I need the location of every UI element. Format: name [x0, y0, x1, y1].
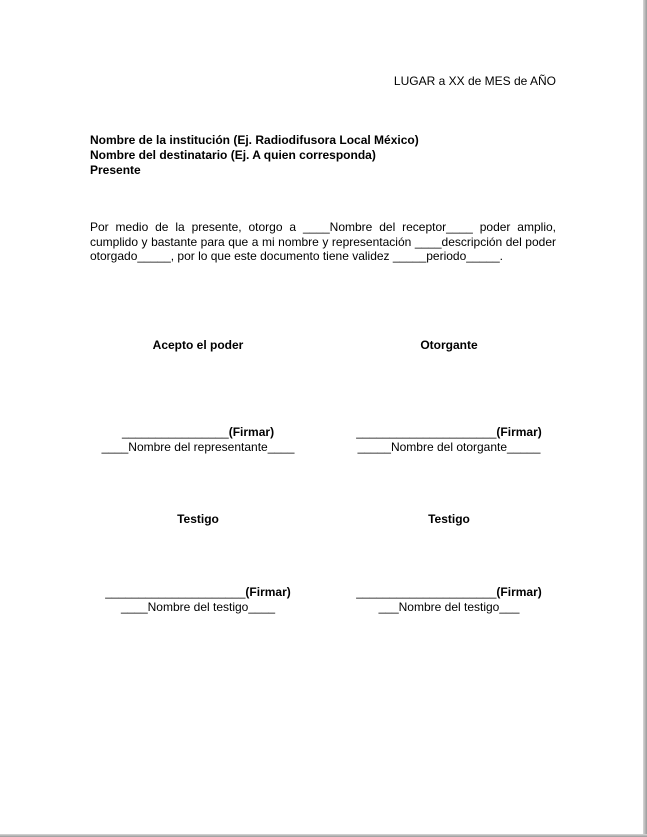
grantor-line: _____________________	[356, 425, 497, 439]
accept-firmar: (Firmar)	[228, 425, 275, 439]
accept-heading: Acepto el poder	[152, 338, 244, 352]
witness2-signature-block	[334, 585, 564, 614]
grantor-signature-line	[334, 425, 564, 440]
addressee-name: Nombre del destinatario (Ej. A quien corresponda)	[90, 148, 376, 162]
accept-line: ________________	[121, 425, 229, 439]
accept-signature-line	[83, 425, 313, 440]
witness2-signature-line	[334, 585, 564, 600]
institution-name: Nombre de la institución (Ej. Radiodifusora Local México)	[90, 133, 419, 147]
witness1-name: ____Nombre del testigo____	[120, 600, 276, 614]
body-paragraph: Por medio de la presente, otorgo a ____Nombre del receptor____ poder amplio, cumplido y bastante para que a mi nombre y representación ____descripción del poder otorgado_____, por lo que este documento tiene validez _____periodo_____.	[90, 220, 556, 263]
recipient-block	[90, 133, 419, 178]
accept-name: ____Nombre del representante____	[101, 440, 295, 454]
present-label: Presente	[90, 163, 141, 177]
witness2-heading: Testigo	[428, 512, 470, 526]
grantor-heading: Otorgante	[420, 338, 478, 352]
grantor-signature-block	[334, 425, 564, 454]
witness1-heading: Testigo	[177, 512, 219, 526]
page-edge-shadow-right	[643, 0, 647, 837]
grantor-name: _____Nombre del otorgante_____	[357, 440, 541, 454]
witness2-firmar: (Firmar)	[496, 585, 542, 599]
witness1-firmar: (Firmar)	[245, 585, 291, 599]
witness2-line: _____________________	[356, 585, 497, 599]
witness1-line: _____________________	[105, 585, 246, 599]
witness1-signature-block	[83, 585, 313, 614]
witness2-name: ___Nombre del testigo___	[378, 600, 520, 614]
witness1-signature-line	[83, 585, 313, 600]
accept-signature-block	[83, 425, 313, 454]
place-date: LUGAR a XX de MES de AÑO	[393, 74, 556, 88]
grantor-firmar: (Firmar)	[496, 425, 542, 439]
